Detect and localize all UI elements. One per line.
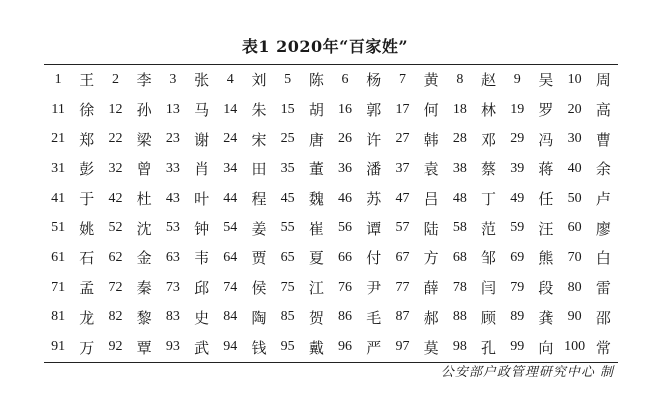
surname: 魏 bbox=[308, 190, 324, 209]
surname: 薛 bbox=[423, 279, 439, 298]
table-row bbox=[44, 154, 618, 184]
rank-number: 8 bbox=[456, 71, 464, 87]
rank-number: 11 bbox=[51, 101, 65, 117]
surname: 武 bbox=[194, 338, 210, 357]
surname: 秦 bbox=[136, 279, 152, 298]
surname: 史 bbox=[194, 308, 210, 327]
table-row bbox=[44, 184, 618, 214]
surname: 谢 bbox=[194, 130, 210, 149]
rank-number: 15 bbox=[280, 101, 295, 117]
surname: 梁 bbox=[136, 130, 152, 149]
rank-number: 87 bbox=[395, 309, 410, 325]
rank-number: 100 bbox=[564, 339, 586, 355]
surname: 郭 bbox=[366, 101, 382, 120]
rank-number: 84 bbox=[223, 309, 238, 325]
table-row bbox=[44, 95, 618, 125]
rank-number: 41 bbox=[51, 190, 66, 206]
rank-number: 73 bbox=[165, 279, 180, 295]
rank-number: 62 bbox=[108, 249, 123, 265]
surname: 姚 bbox=[79, 219, 95, 238]
rank-number: 50 bbox=[567, 190, 582, 206]
rank-number: 64 bbox=[223, 249, 238, 265]
rank-number: 5 bbox=[284, 71, 292, 87]
rank-number: 42 bbox=[108, 190, 123, 206]
surname: 廖 bbox=[595, 219, 611, 238]
surname: 陆 bbox=[423, 219, 439, 238]
surname: 龙 bbox=[79, 308, 95, 327]
rank-number: 49 bbox=[510, 190, 525, 206]
rank-number: 4 bbox=[226, 71, 234, 87]
surname: 邓 bbox=[481, 130, 497, 149]
rank-number: 19 bbox=[510, 101, 525, 117]
rank-number: 25 bbox=[280, 131, 295, 147]
surname: 顾 bbox=[481, 308, 497, 327]
surname: 蒋 bbox=[538, 160, 554, 179]
surname: 毛 bbox=[366, 308, 382, 327]
rank-number: 23 bbox=[165, 131, 180, 147]
surname: 孙 bbox=[136, 101, 152, 120]
rank-number: 82 bbox=[108, 309, 123, 325]
rank-number: 99 bbox=[510, 339, 525, 355]
rank-number: 47 bbox=[395, 190, 410, 206]
surname: 陈 bbox=[308, 71, 324, 90]
rank-number: 67 bbox=[395, 249, 410, 265]
surname: 孟 bbox=[79, 279, 95, 298]
rank-number: 48 bbox=[452, 190, 467, 206]
rank-number: 45 bbox=[280, 190, 295, 206]
rank-number: 39 bbox=[510, 160, 525, 176]
surname: 戴 bbox=[308, 338, 324, 357]
rank-number: 40 bbox=[567, 160, 582, 176]
surname: 雷 bbox=[595, 279, 611, 298]
surname: 吕 bbox=[423, 190, 439, 209]
table-body bbox=[44, 65, 618, 363]
surname: 金 bbox=[136, 249, 152, 268]
surname: 贾 bbox=[251, 249, 267, 268]
surname: 许 bbox=[366, 130, 382, 149]
surname: 丁 bbox=[481, 190, 497, 209]
rank-number: 90 bbox=[567, 309, 582, 325]
rank-number: 60 bbox=[567, 220, 582, 236]
surname: 马 bbox=[194, 101, 210, 120]
surname: 向 bbox=[538, 338, 554, 357]
rank-number: 32 bbox=[108, 160, 123, 176]
rank-number: 83 bbox=[165, 309, 180, 325]
rank-number: 56 bbox=[338, 220, 353, 236]
surname: 袁 bbox=[423, 160, 439, 179]
surname: 罗 bbox=[538, 101, 554, 120]
surname: 白 bbox=[595, 249, 611, 268]
surname: 龚 bbox=[538, 308, 554, 327]
surname: 黎 bbox=[136, 308, 152, 327]
rank-number: 94 bbox=[223, 339, 238, 355]
rank-number: 72 bbox=[108, 279, 123, 295]
surname: 谭 bbox=[366, 219, 382, 238]
surname: 付 bbox=[366, 249, 382, 268]
surname: 熊 bbox=[538, 249, 554, 268]
table-row bbox=[44, 243, 618, 273]
surname: 王 bbox=[79, 71, 95, 90]
surname: 卢 bbox=[595, 190, 611, 209]
table-row bbox=[44, 332, 618, 362]
surname: 于 bbox=[79, 190, 95, 209]
surname: 范 bbox=[481, 219, 497, 238]
table-row bbox=[44, 65, 618, 95]
rank-number: 22 bbox=[108, 131, 123, 147]
rank-number: 65 bbox=[280, 249, 295, 265]
rank-number: 74 bbox=[223, 279, 238, 295]
surname: 李 bbox=[136, 71, 152, 90]
rank-number: 91 bbox=[51, 339, 66, 355]
rank-number: 97 bbox=[395, 339, 410, 355]
surname: 严 bbox=[366, 338, 382, 357]
rank-number: 71 bbox=[51, 279, 66, 295]
rank-number: 21 bbox=[51, 131, 66, 147]
surname: 石 bbox=[79, 249, 95, 268]
surname: 程 bbox=[251, 190, 267, 209]
surname: 田 bbox=[251, 160, 267, 179]
surname: 彭 bbox=[79, 160, 95, 179]
surname: 方 bbox=[423, 249, 439, 268]
surname: 邹 bbox=[481, 249, 497, 268]
rank-number: 86 bbox=[338, 309, 353, 325]
credit-line: 公安部户政管理研究中心 制 bbox=[440, 365, 614, 380]
rank-number: 44 bbox=[223, 190, 238, 206]
surname: 朱 bbox=[251, 101, 267, 120]
surname: 叶 bbox=[194, 190, 210, 209]
table-title: 表1 2020年“百家姓” bbox=[241, 37, 409, 56]
surname: 夏 bbox=[308, 249, 324, 268]
surname: 赵 bbox=[481, 71, 497, 90]
rank-number: 89 bbox=[510, 309, 525, 325]
rank-number: 70 bbox=[567, 249, 582, 265]
rank-number: 88 bbox=[452, 309, 467, 325]
surname: 汪 bbox=[538, 219, 554, 238]
rank-number: 20 bbox=[567, 101, 582, 117]
surname: 潘 bbox=[366, 160, 382, 179]
surname: 段 bbox=[538, 279, 554, 298]
rank-number: 17 bbox=[395, 101, 410, 117]
surname: 冯 bbox=[538, 130, 554, 149]
table-row bbox=[44, 303, 618, 333]
rank-number: 80 bbox=[567, 279, 582, 295]
rank-number: 92 bbox=[108, 339, 123, 355]
rank-number: 1 bbox=[54, 71, 62, 87]
rank-number: 31 bbox=[51, 160, 66, 176]
rank-number: 9 bbox=[513, 71, 521, 87]
surname: 闫 bbox=[481, 279, 497, 298]
surname-table bbox=[44, 64, 618, 363]
surname: 曾 bbox=[136, 160, 152, 179]
surname: 何 bbox=[423, 101, 439, 120]
surname: 蔡 bbox=[481, 160, 497, 179]
surname: 钱 bbox=[251, 338, 267, 357]
rank-number: 79 bbox=[510, 279, 525, 295]
surname: 沈 bbox=[136, 219, 152, 238]
surname: 韩 bbox=[423, 130, 439, 149]
surname: 莫 bbox=[423, 338, 439, 357]
surname: 吴 bbox=[538, 71, 554, 90]
rank-number: 95 bbox=[280, 339, 295, 355]
rank-number: 6 bbox=[341, 71, 349, 87]
rank-number: 59 bbox=[510, 220, 525, 236]
rank-number: 69 bbox=[510, 249, 525, 265]
rank-number: 29 bbox=[510, 131, 525, 147]
rank-number: 33 bbox=[165, 160, 180, 176]
surname: 曹 bbox=[595, 130, 611, 149]
surname: 姜 bbox=[251, 219, 267, 238]
surname: 董 bbox=[308, 160, 324, 179]
surname: 徐 bbox=[79, 101, 95, 120]
rank-number: 54 bbox=[223, 220, 238, 236]
rank-number: 61 bbox=[51, 249, 66, 265]
rank-number: 46 bbox=[338, 190, 353, 206]
surname: 高 bbox=[595, 101, 611, 120]
surname: 侯 bbox=[251, 279, 267, 298]
rank-number: 3 bbox=[169, 71, 177, 87]
surname: 邱 bbox=[194, 279, 210, 298]
surname: 郑 bbox=[79, 130, 95, 149]
surname: 万 bbox=[79, 338, 95, 357]
surname: 肖 bbox=[194, 160, 210, 179]
surname: 韦 bbox=[194, 249, 210, 268]
rank-number: 12 bbox=[108, 101, 123, 117]
rank-number: 37 bbox=[395, 160, 410, 176]
surname: 郝 bbox=[423, 308, 439, 327]
surname: 林 bbox=[481, 101, 497, 120]
rank-number: 7 bbox=[398, 71, 406, 87]
rank-number: 43 bbox=[165, 190, 180, 206]
surname: 崔 bbox=[308, 219, 324, 238]
rank-number: 38 bbox=[452, 160, 467, 176]
rank-number: 68 bbox=[452, 249, 467, 265]
rank-number: 26 bbox=[338, 131, 353, 147]
rank-number: 51 bbox=[51, 220, 66, 236]
rank-number: 77 bbox=[395, 279, 410, 295]
surname: 邵 bbox=[595, 308, 611, 327]
rank-number: 85 bbox=[280, 309, 295, 325]
surname: 贺 bbox=[308, 308, 324, 327]
rank-number: 63 bbox=[165, 249, 180, 265]
rank-number: 30 bbox=[567, 131, 582, 147]
surname: 孔 bbox=[481, 338, 497, 357]
table-row bbox=[44, 213, 618, 243]
surname: 黄 bbox=[423, 71, 439, 90]
rank-number: 24 bbox=[223, 131, 238, 147]
surname: 刘 bbox=[251, 71, 267, 90]
surname: 覃 bbox=[136, 338, 152, 357]
rank-number: 66 bbox=[338, 249, 353, 265]
rank-number: 36 bbox=[338, 160, 353, 176]
rank-number: 78 bbox=[452, 279, 467, 295]
table-row bbox=[44, 273, 618, 303]
rank-number: 34 bbox=[223, 160, 238, 176]
surname: 余 bbox=[595, 160, 611, 179]
rank-number: 58 bbox=[452, 220, 467, 236]
rank-number: 57 bbox=[395, 220, 410, 236]
surname: 杜 bbox=[136, 190, 152, 209]
surname: 常 bbox=[595, 338, 611, 357]
surname: 任 bbox=[538, 190, 554, 209]
surname: 尹 bbox=[366, 279, 382, 298]
surname: 苏 bbox=[366, 190, 382, 209]
surname: 宋 bbox=[251, 130, 267, 149]
rank-number: 18 bbox=[452, 101, 467, 117]
rank-number: 55 bbox=[280, 220, 295, 236]
surname: 陶 bbox=[251, 308, 267, 327]
rank-number: 75 bbox=[280, 279, 295, 295]
surname: 张 bbox=[194, 71, 210, 90]
surname: 钟 bbox=[194, 219, 210, 238]
rank-number: 93 bbox=[165, 339, 180, 355]
rank-number: 98 bbox=[452, 339, 467, 355]
surname: 杨 bbox=[366, 71, 382, 90]
table-row bbox=[44, 124, 618, 154]
surname: 周 bbox=[595, 71, 611, 90]
surname: 胡 bbox=[308, 101, 324, 120]
rank-number: 2 bbox=[111, 71, 119, 87]
rank-number: 13 bbox=[165, 101, 180, 117]
rank-number: 16 bbox=[338, 101, 353, 117]
surname: 唐 bbox=[308, 130, 324, 149]
rank-number: 14 bbox=[223, 101, 238, 117]
rank-number: 53 bbox=[165, 220, 180, 236]
rank-number: 10 bbox=[567, 71, 582, 87]
rank-number: 76 bbox=[338, 279, 353, 295]
rank-number: 27 bbox=[395, 131, 410, 147]
rank-number: 35 bbox=[280, 160, 295, 176]
rank-number: 81 bbox=[51, 309, 66, 325]
rank-number: 28 bbox=[452, 131, 467, 147]
rank-number: 96 bbox=[338, 339, 353, 355]
surname: 江 bbox=[308, 279, 324, 298]
rank-number: 52 bbox=[108, 220, 123, 236]
